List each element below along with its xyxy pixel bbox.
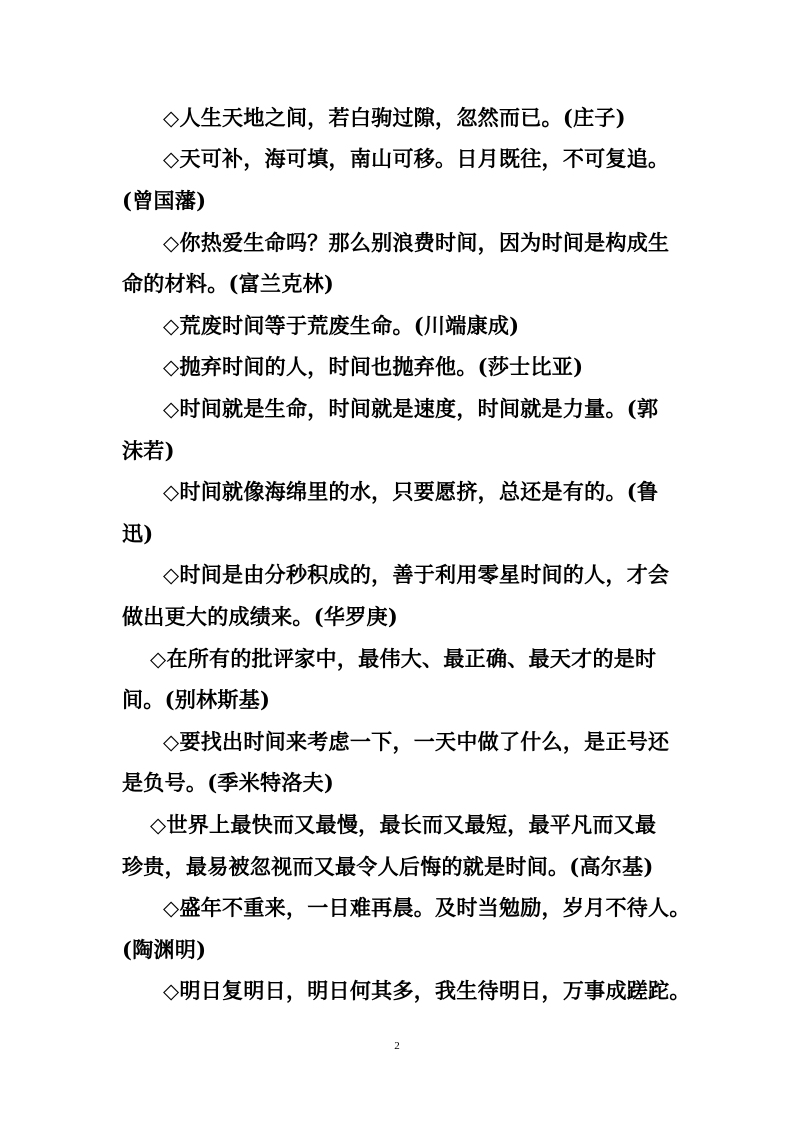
- quote-line: ◇在所有的批评家中，最伟大、最正确、最天才的是时: [150, 646, 657, 671]
- quote-line: ◇抛弃时间的人，时间也抛弃他。(莎士比亚): [163, 354, 584, 379]
- quote-line: ◇时间就是生命，时间就是速度，时间就是力量。(郭: [163, 396, 659, 421]
- quote-line: (陶渊明): [122, 937, 207, 962]
- quote-line: ◇世界上最快而又最慢，最长而又最短，最平凡而又最: [150, 812, 657, 837]
- quote-line: 沫若): [122, 438, 175, 463]
- quote-line: ◇天可补，海可填，南山可移。日月既往，不可复追。: [163, 146, 670, 171]
- quote-line: ◇荒废时间等于荒废生命。(川端康成): [163, 313, 520, 338]
- quote-line: ◇明日复明日，明日何其多，我生待明日，万事成蹉跎。: [163, 978, 691, 1003]
- quote-line: ◇时间就像海绵里的水，只要愿挤，总还是有的。(鲁: [163, 479, 659, 504]
- quote-line: (曾国藩): [122, 188, 207, 213]
- page-number: 2: [394, 1040, 400, 1052]
- quote-line: 命的材料。(富兰克林): [122, 271, 335, 296]
- quote-line: ◇人生天地之间，若白驹过隙，忽然而已。(庄子): [163, 105, 626, 130]
- quote-line: 珍贵，最易被忽视而又最令人后悔的就是时间。(高尔基): [122, 854, 654, 879]
- quote-line: 是负号。(季米特洛夫): [122, 770, 335, 795]
- quote-line: ◇要找出时间来考虑一下，一天中做了什么，是正号还: [163, 729, 670, 754]
- quote-line: ◇时间是由分秒积成的，善于利用零星时间的人，才会: [163, 562, 670, 587]
- quote-line: 间。(别林斯基): [122, 687, 271, 712]
- quote-line: ◇你热爱生命吗？那么别浪费时间，因为时间是构成生: [163, 230, 670, 255]
- quote-line: 做出更大的成绩来。(华罗庚): [122, 604, 399, 629]
- quote-line: ◇盛年不重来，一日难再晨。及时当勉励，岁月不待人。: [163, 895, 691, 920]
- quote-line: 迅): [122, 521, 154, 546]
